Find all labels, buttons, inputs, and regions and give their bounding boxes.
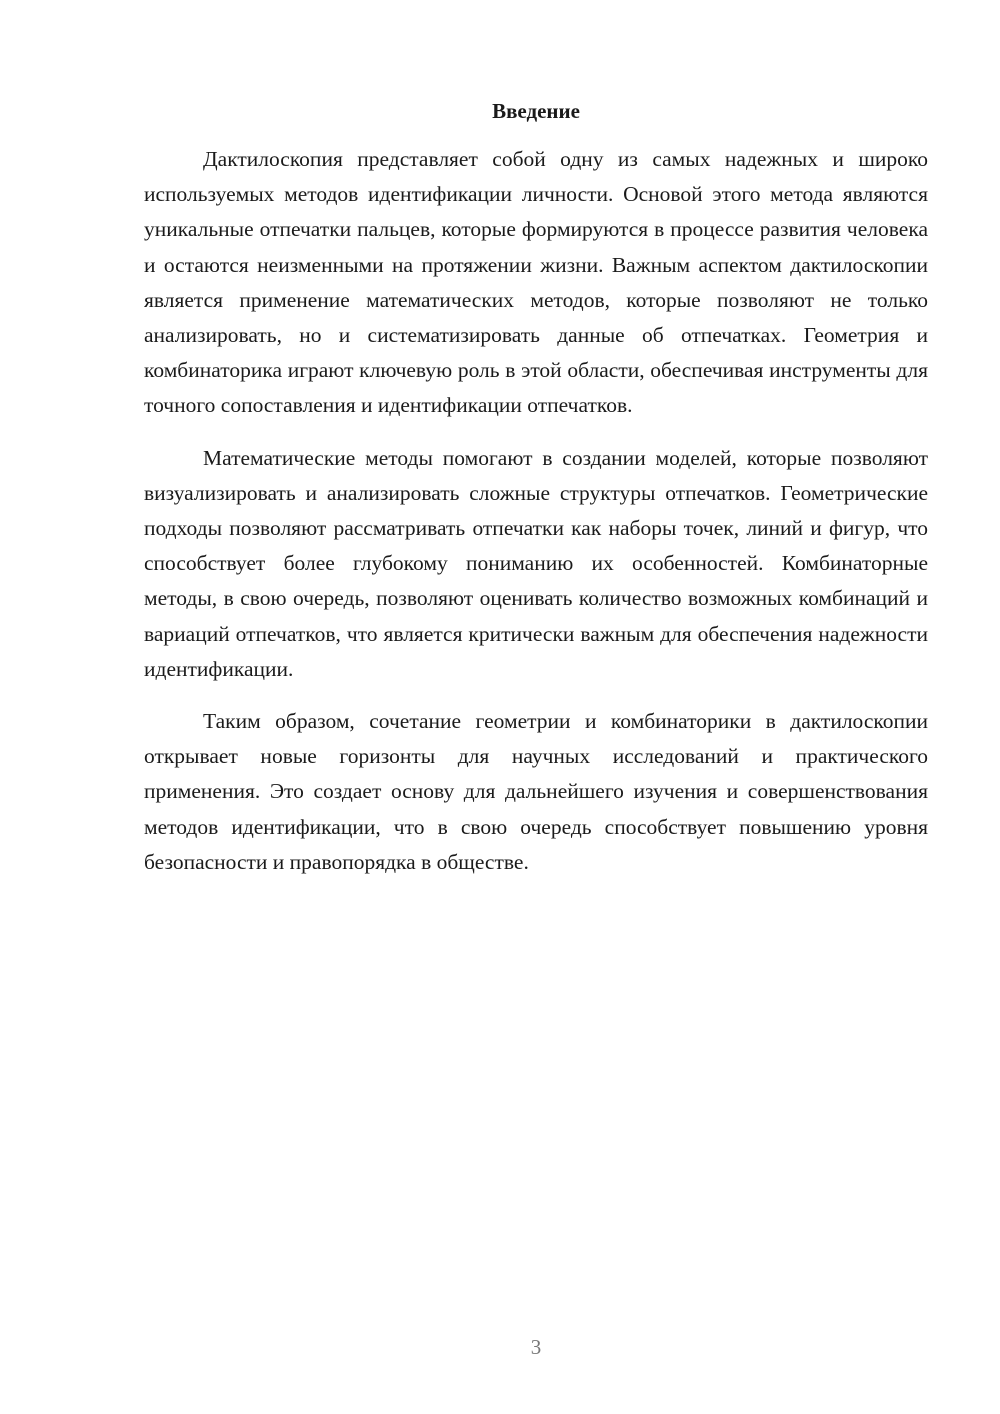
section-title: Введение — [492, 99, 580, 123]
page-number: 3 — [530, 1335, 542, 1359]
paragraph-2: Математические методы помогают в создании моделей, которые позволяют визуализировать и анализировать сложные структуры отпечатков. Геометрические подходы позволяют рассматривать отпечатки как наборы точек, линий и фигур, что способствует более глубокому пониманию их особенностей. Комбинаторные методы, в свою очередь, позволяют оценивать количество возможных комбинаций и вариаций отпечатков, что является критически важным для обеспечения надежности идентификации. — [144, 445, 928, 681]
paragraph-3: Таким образом, сочетание геометрии и комбинаторики в дактилоскопии открывает новые горизонты для научных исследований и практического применения. Это создает основу для дальнейшего изучения и совершенствования методов идентификации, что в свою очередь способствует повышению уровня безопасности и правопорядка в обществе. — [144, 709, 928, 874]
body-text — [144, 142, 928, 897]
paragraph-1: Дактилоскопия представляет собой одну из самых надежных и широко используемых методов идентификации личности. Основой этого метода являются уникальные отпечатки пальцев, которые формируются в процессе развития человека и остаются неизменными на протяжении жизни. Важным аспектом дактилоскопии является применение математических методов, которые позволяют не только анализировать, но и систематизировать данные об отпечатках. Геометрия и комбинаторика играют ключевую роль в этой области, обеспечивая инструменты для точного сопоставления и идентификации отпечатков. — [144, 147, 928, 418]
